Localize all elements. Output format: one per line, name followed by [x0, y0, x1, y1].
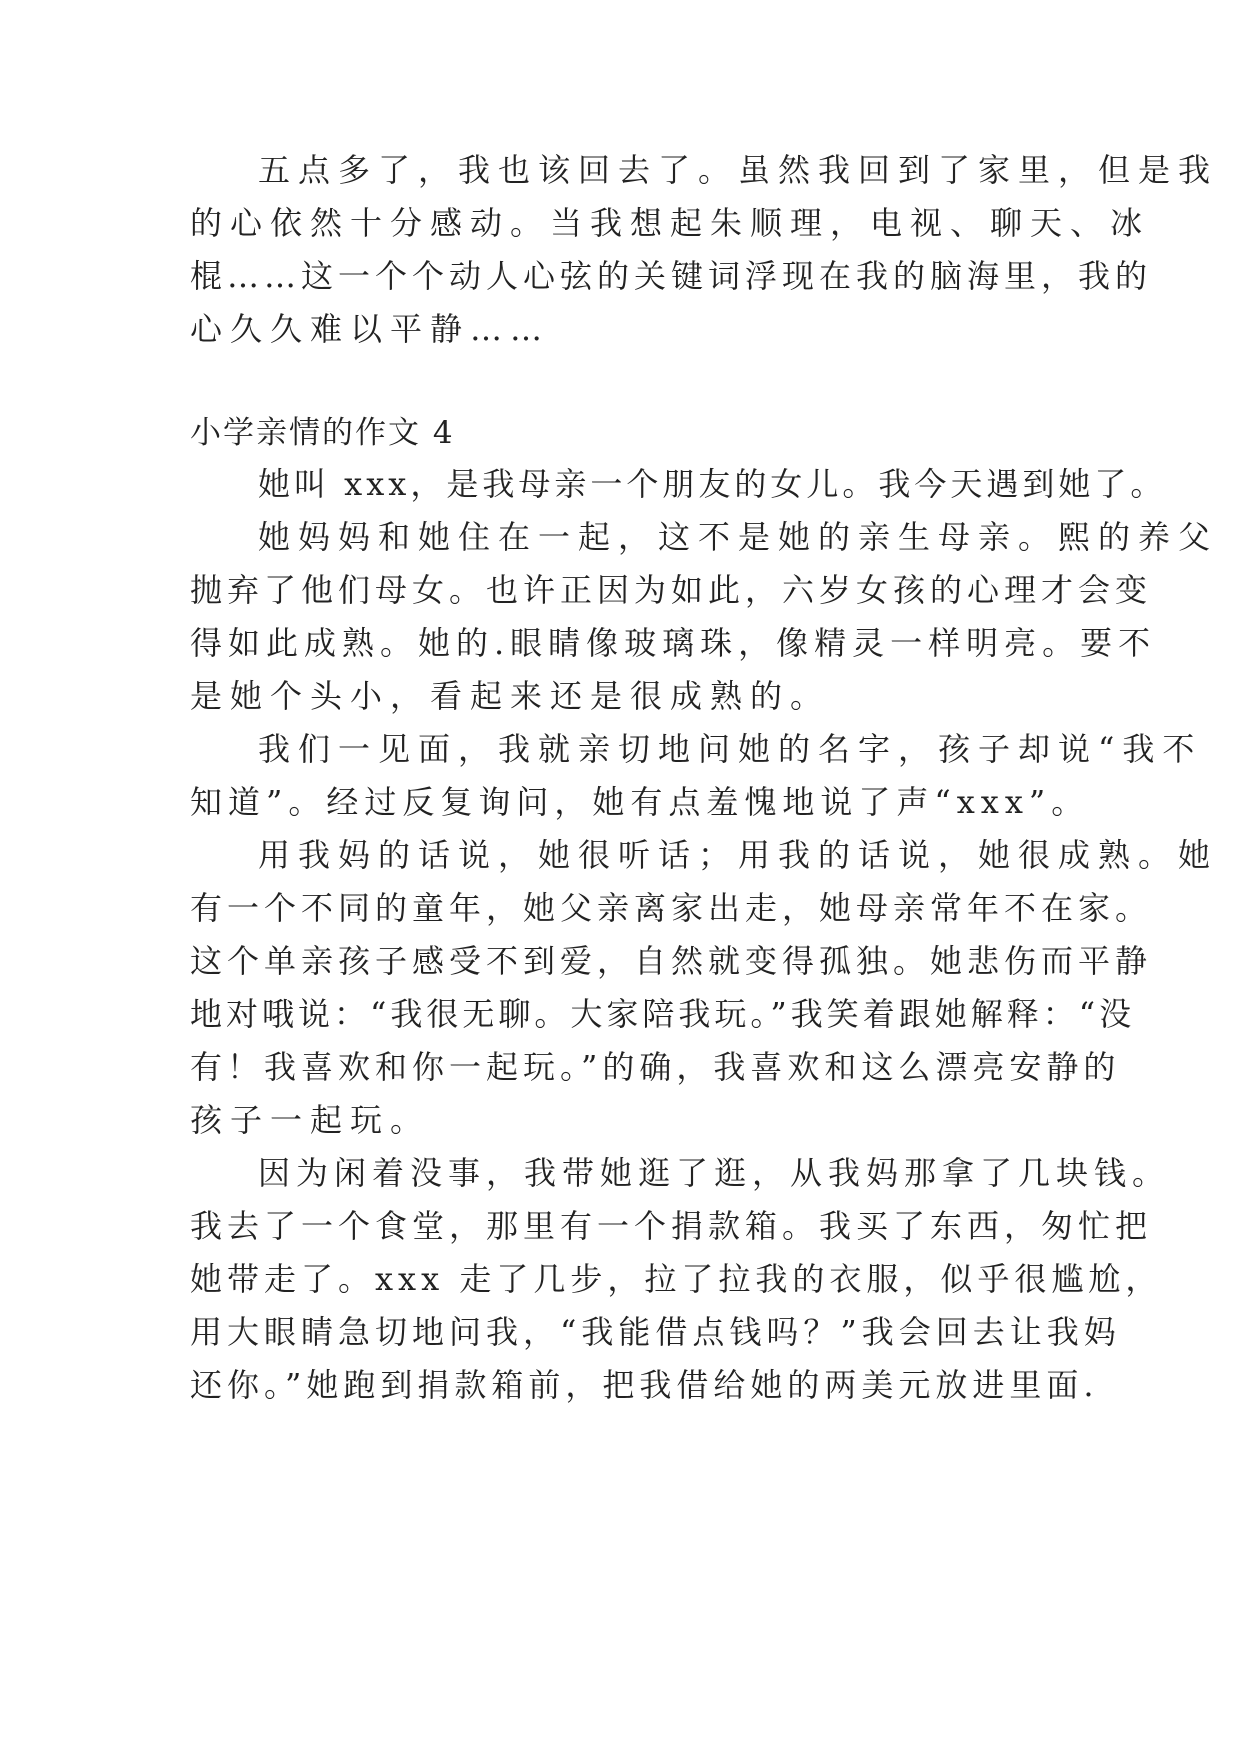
text-line: 用我妈的话说，她很听话；用我的话说，她很成熟。她	[258, 836, 1219, 874]
text-line: 五点多了，我也该回去了。虽然我回到了家里，但是我	[258, 151, 1219, 189]
text-line: 地对哦说：“我很无聊。大家陪我玩。”我笑着跟她解释：“没	[190, 995, 1136, 1033]
section-heading: 小学亲情的作文 4	[190, 415, 455, 451]
text-line: 她妈妈和她住在一起，这不是她的亲生母亲。熙的养父	[258, 518, 1219, 556]
text-line: 的心依然十分感动。当我想起朱顺理，电视、聊天、冰	[190, 204, 1151, 242]
text-line: 我们一见面，我就亲切地问她的名字，孩子却说“我不	[258, 730, 1203, 768]
text-line: 这个单亲孩子感受不到爱，自然就变得孤独。她悲伤而平静	[190, 942, 1153, 980]
text-line: 有一个不同的童年，她父亲离家出走，她母亲常年不在家。	[190, 889, 1153, 927]
text-line: 心久久难以平静……	[190, 310, 551, 348]
text-line: 孩子一起玩。	[190, 1101, 431, 1139]
text-line: 得如此成熟。她的.眼睛像玻璃珠，像精灵一样明亮。要不	[190, 624, 1157, 662]
text-line: 抛弃了他们母女。也许正因为如此，六岁女孩的心理才会变	[190, 571, 1153, 609]
text-line: 还你。”她跑到捐款箱前，把我借给她的两美元放进里面.	[190, 1366, 1099, 1404]
text-line: 因为闲着没事，我带她逛了逛，从我妈那拿了几块钱。	[258, 1154, 1171, 1192]
text-line: 我去了一个食堂，那里有一个捐款箱。我买了东西，匆忙把	[190, 1207, 1153, 1245]
text-line: 知道”。经过反复询问，她有点羞愧地说了声“xxx”。	[190, 783, 1090, 821]
text-line: 用大眼睛急切地问我，“我能借点钱吗？”我会回去让我妈	[190, 1313, 1121, 1351]
text-line: 是她个头小，看起来还是很成熟的。	[190, 677, 831, 715]
text-line: 她叫 xxx，是我母亲一个朋友的女儿。我今天遇到她了。	[258, 465, 1167, 503]
text-line: 她带走了。xxx 走了几步，拉了拉我的衣服，似乎很尴尬，	[190, 1260, 1163, 1298]
text-line: 有！我喜欢和你一起玩。”的确，我喜欢和这么漂亮安静的	[190, 1048, 1121, 1086]
text-line: 棍……这一个个动人心弦的关键词浮现在我的脑海里，我的	[190, 257, 1153, 295]
